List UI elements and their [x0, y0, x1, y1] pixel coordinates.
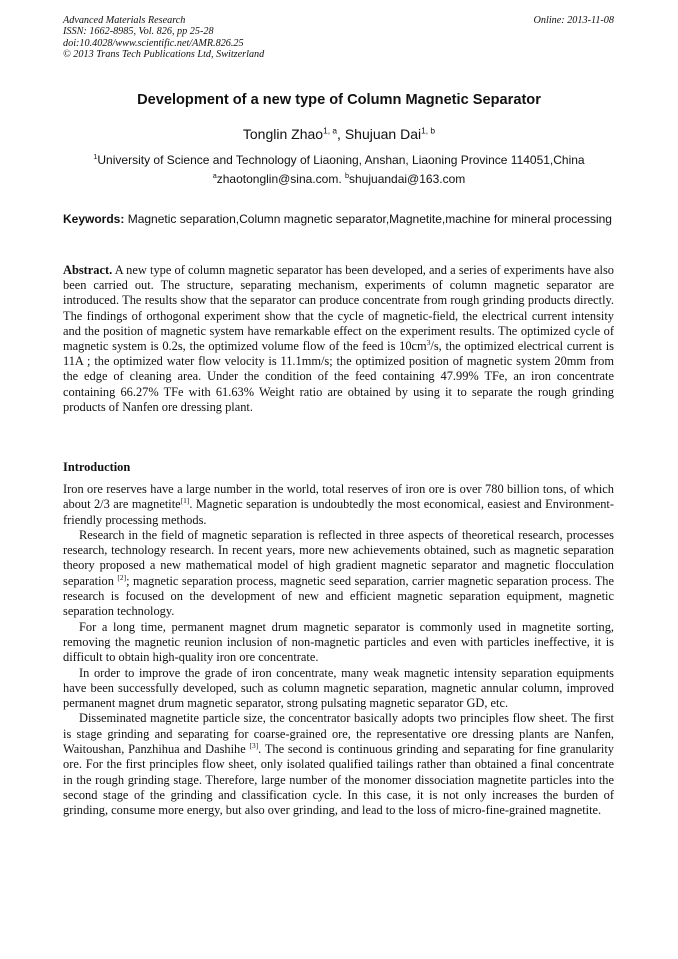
citation: [1] [180, 496, 190, 506]
affiliation-mark: 1 [93, 152, 98, 161]
paragraph: Research in the field of magnetic separation is reflected in three aspects of theoretical research, processes research, technology research. In recent years, more new achievements obtained, such as magnetic separation theory proposed a new mathematical model of high gradient magnetic separator and magnetic flocculation separation [2]; magnetic separation process, magnetic seed separation, carrier magnetic separation process. The research is focused on the development of new and efficient magnetic separation equipment, magnetic separation technology. [63, 527, 614, 619]
author-affiliation-mark: 1, a [323, 125, 338, 136]
keywords-label: Keywords: [63, 212, 125, 226]
paragraph: Iron ore reserves have a large number in the world, total reserves of iron ore is over 780 billion tons, of which about 2/3 are magnetite[1]. Magnetic separation is undoubtedly the most economical, easiest and Environment-friendly processing methods. [63, 482, 614, 527]
citation: [2] [117, 572, 127, 582]
paragraph: In order to improve the grade of iron concentrate, many weak magnetic intensity separation equipments have been successfully developed, such as column magnetic separation, magnetic annular column, improved permanent magnet drum magnetic separator, strong pulsating magnetic separator GD, etc. [63, 665, 614, 711]
paragraph: For a long time, permanent magnet drum magnetic separator is commonly used in magnetite sorting, removing the magnetic reunion inclusion of non-magnetic particles and even with particles ineffective, it is difficult to obtain high-quality iron ore concentrate. [63, 619, 614, 665]
email-mark: b [345, 171, 349, 180]
paragraph: Disseminated magnetite particle size, the concentrator basically adopts two principles flow sheet. The first is stage grinding and separating for coarse-grained ore, the representative ore dressing plants are Nanfen, Waitoushan, Panzhihua and Dashihe [3]. The second is continuous grinding and separating for fine granularity ore. For the first principles flow sheet, only isolated qualified tailings rather than obtained a final concentrate in the rough grinding stage. Therefore, large number of the monomer dissociation magnetite particles into the second stage of the grinding and classification cycle. In this case, it is not only increases the burden of grinding, consume more energy, but also over grinding, and lead to the loss of micro-fine-grained magnetite. [63, 711, 614, 818]
author-separator: , [337, 126, 345, 142]
author-affiliation-mark: 1, b [421, 125, 436, 136]
abstract-text: A new type of column magnetic separator has been developed, and a series of experiments have also been carried out. The structure, separating mechanism, experiments of column magnetic separator are introduced. The results show that the separator can produce concentrate from rough grinding products directly. The findings of orthogonal experiment show that the cycle of magnetic-field, the electrical current intensity and the position of magnetic system have remarkable effect on the experiment results. The optimized cycle of magnetic system is 0.2s, the optimized volume flow of the feed is 10cm [63, 263, 615, 354]
email-mark: a [212, 171, 217, 180]
section-heading: Introduction [63, 460, 131, 474]
affiliation-text: University of Science and Technology of Liaoning, Anshan, Liaoning Province 114051,China [97, 153, 585, 167]
email-a: zhaotonglin@sina.com. [216, 172, 342, 186]
affiliation [0, 153, 678, 167]
copyright-line: © 2013 Trans Tech Publications Ltd, Switzerland [63, 48, 265, 60]
email-b: shujuandai@163.com [349, 172, 466, 186]
author-name: Tonglin Zhao [242, 126, 324, 142]
author-name: Shujuan Dai [344, 126, 422, 142]
issn-line: ISSN: 1662-8985, Vol. 826, pp 25-28 [63, 26, 214, 38]
online-date: Online: 2013-11-08 [533, 15, 614, 26]
citation: [3] [249, 740, 259, 750]
abstract [63, 263, 614, 415]
doi-line: doi:10.4028/www.scientific.net/AMR.826.25 [63, 37, 244, 49]
abstract-label: Abstract. [63, 263, 113, 277]
author-list [0, 126, 678, 142]
author-emails [0, 172, 678, 186]
paper-title: Development of a new type of Column Magnetic Separator [137, 92, 541, 108]
journal-header [63, 15, 264, 60]
journal-name: Advanced Materials Research [63, 15, 186, 26]
introduction-body [63, 482, 614, 819]
keywords-text: Magnetic separation,Column magnetic separator,Magnetite,machine for mineral processing [127, 212, 612, 226]
abstract-text: /s, the optimized electrical current is 11A ; the optimized water flow velocity is 11.1mm/s; the optimized position of magnetic system 20mm from the edge of cleaning area. Under the condition of the feed containing 47.99% TFe, an iron concentrate containing 66.27% TFe with 61.63% Weight ratio are obtained by using it to separate the rough grinding products of Nanfen ore dressing plant. [63, 339, 614, 414]
keywords [63, 210, 614, 228]
superscript: 3 [426, 337, 431, 347]
